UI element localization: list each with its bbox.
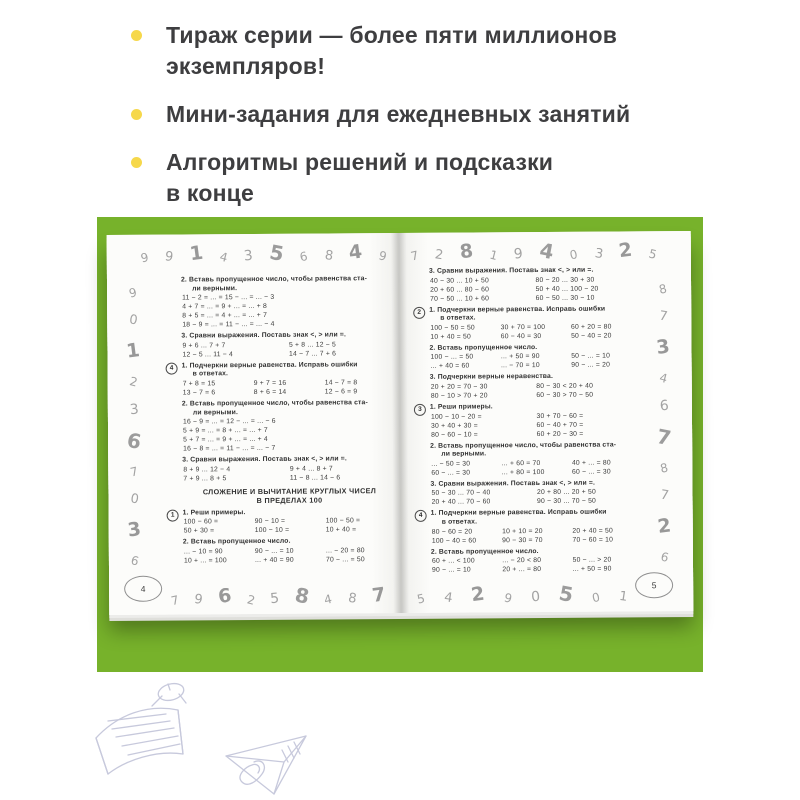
exercise-section — [418, 402, 642, 439]
equation: 11 − 2 = ... = 15 − ... = ... − 3 — [182, 294, 275, 302]
equation: 20 + 40 = 50 — [572, 527, 614, 535]
bullet-item — [131, 147, 711, 209]
decorative-number: 7 — [129, 464, 140, 480]
equation: 60 + ... < 100 — [431, 557, 475, 565]
equation: 10 + ... = 100 — [183, 557, 227, 565]
decorative-number: 8 — [657, 281, 669, 297]
decorative-number: 9 — [502, 590, 514, 606]
task-title-line: 3. Подчеркни верные неравенства. — [429, 373, 554, 382]
decorative-number: 0 — [128, 312, 139, 329]
decorative-number: 3 — [655, 335, 672, 359]
equation: 10 + 40 = 50 — [430, 333, 472, 341]
decorative-number: 2 — [617, 238, 634, 263]
exercise-section — [417, 305, 641, 342]
equation: 16 − 8 = ... = 11 − ... = ... − 7 — [183, 445, 276, 453]
task-number-badge: 4 — [415, 510, 427, 522]
task-title-line: В ПРЕДЕЛАХ 100 — [256, 495, 323, 505]
task-number-badge: 2 — [413, 306, 425, 318]
decorative-number: 8 — [659, 460, 670, 477]
decorative-number: 1 — [125, 338, 142, 363]
equation: 12 − 5 ... 11 − 4 — [182, 350, 234, 359]
page-number: 4 — [124, 576, 162, 602]
paper-airplane-icon — [226, 736, 306, 794]
equation: 50 − 30 ... 70 − 40 — [431, 489, 491, 498]
book-spine — [391, 233, 410, 613]
decorative-numbers-top — [409, 237, 659, 265]
footer-doodles — [78, 666, 428, 800]
equation: 20 + 40 ... 70 − 60 — [431, 498, 491, 507]
bullet-item — [131, 20, 711, 82]
decorative-number: 8 — [346, 590, 358, 607]
exercise-section — [181, 331, 395, 359]
equation: 40 − 30 ... 10 + 50 — [429, 276, 490, 285]
equation: ... + 80 = 100 — [501, 468, 545, 477]
equation: 7 + 8 = 15 — [182, 380, 216, 388]
equation-row — [182, 443, 396, 453]
equation-row — [429, 331, 641, 341]
equation: 60 − 40 = 30 — [500, 332, 542, 341]
decorative-numbers-bottom — [415, 580, 629, 607]
decorative-number: 5 — [269, 590, 281, 608]
equation: 70 − 60 = 10 — [572, 536, 614, 544]
decorative-number: 2 — [656, 514, 673, 538]
equation: 5 + 8 ... 12 − 5 — [288, 341, 337, 349]
decorative-numbers-margin — [649, 283, 679, 563]
equation: 8 + 6 = 14 — [253, 388, 287, 396]
decorative-number: 0 — [530, 588, 541, 606]
task-title-line: СЛОЖЕНИЕ И ВЫЧИТАНИЕ КРУГЛЫХ ЧИСЕЛ — [202, 485, 377, 497]
exercise-section — [181, 275, 395, 330]
equation: 8 + 5 = ... = 4 + ... = ... + 7 — [182, 312, 268, 320]
task-title-line: 2. Вставь пропущенное число, чтобы равенства ста- — [430, 441, 617, 450]
equation-row — [431, 564, 643, 574]
equation-row — [183, 555, 397, 565]
page-content — [417, 266, 643, 578]
task-title-line: 3. Сравни выражения. Поставь знак <, > или =. — [182, 455, 347, 464]
decorative-number: 1 — [188, 241, 205, 266]
equation-row — [431, 497, 643, 507]
exercise-section — [418, 508, 643, 546]
equation-row — [431, 535, 643, 545]
decorative-number: 6 — [125, 428, 144, 455]
decorative-number: 4 — [218, 249, 230, 265]
task-number-badge: 3 — [414, 404, 426, 416]
task-title-line: 1. Реши примеры. — [429, 403, 493, 411]
decorative-number: 7 — [659, 487, 670, 504]
equation: 7 + 9 ... 8 + 5 — [183, 474, 227, 483]
exercise-section — [430, 373, 642, 401]
equation: 60 − ... = 30 — [431, 469, 471, 477]
task-title-line: 3. Сравни выражения. Поставь знак <, > или =. — [430, 479, 596, 488]
equation: 30 + 70 − 60 = — [536, 412, 584, 420]
equation-row — [181, 349, 395, 359]
equation-row — [430, 467, 642, 477]
equation: 40 + ... = 80 — [571, 459, 611, 467]
task-title-line: 1. Подчеркни верные равенства. Исправь ошибки — [429, 305, 606, 314]
bullet-dot-icon — [131, 30, 142, 41]
equation: 30 + 70 = 100 — [500, 323, 546, 332]
task-number-badge: 1 — [167, 509, 179, 521]
task-title-line: 1. Подчеркни верные равенства. Исправь ошибки — [430, 508, 607, 518]
bullet-text-line: Мини-задания для ежедневных занятий — [166, 101, 631, 127]
exercise-section — [431, 547, 643, 575]
equation: ... + 40 = 60 — [430, 362, 470, 371]
equation: 4 + 7 = ... = 9 + ... = ... + 8 — [182, 303, 268, 311]
decorative-number: 1 — [488, 247, 500, 264]
bullet-item — [131, 99, 711, 130]
decorative-number: 2 — [434, 247, 445, 264]
equation: 60 − 50 ... 30 − 10 — [535, 294, 595, 302]
decorative-number: 8 — [458, 239, 475, 264]
equation: 80 − 60 = 20 — [431, 528, 473, 536]
equation: 90 − ... = 10 — [432, 566, 471, 574]
decorative-number: 7 — [370, 583, 387, 607]
decorative-number: 4 — [347, 240, 364, 265]
equation: ... + 50 = 90 — [500, 353, 540, 361]
bullet-text-line: Алгоритмы решений и подсказки — [166, 149, 554, 175]
equation: 80 − 30 < 20 + 40 — [536, 382, 594, 391]
equation: ... − 20 < 80 — [502, 557, 542, 565]
decorative-number: 6 — [658, 397, 670, 415]
task-title-line: в ответах. — [192, 370, 229, 378]
decorative-number: 5 — [267, 239, 286, 266]
decorative-number: 0 — [568, 247, 580, 263]
task-title-line: 3. Сравни выражения. Поставь знак <, > или =. — [428, 266, 594, 275]
decorative-number: 9 — [193, 591, 204, 608]
equation: 20 + 20 = 70 − 30 — [430, 383, 488, 391]
task-title-line: 1. Подчеркни верные равенства. Исправь ошибки — [181, 361, 358, 370]
paperclip-icon — [240, 761, 264, 784]
decorative-number: 7 — [658, 308, 669, 325]
equation-row — [182, 387, 396, 397]
decorative-number: 4 — [442, 590, 454, 607]
equation: 20 + ... = 80 — [502, 566, 542, 574]
equation: 14 − 7 = 8 — [324, 379, 358, 387]
task-title-line: 3. Сравни выражения. Поставь знак <, > или =. — [181, 331, 347, 340]
compass-icon — [152, 681, 186, 706]
marketing-bullet-list — [131, 20, 711, 226]
decorative-number: 2 — [245, 592, 257, 608]
equation: 60 − ... = 30 — [571, 468, 611, 476]
decorative-number: 3 — [126, 518, 143, 542]
equation: 50 − ... > 20 — [572, 556, 612, 564]
decorative-number: 4 — [658, 370, 670, 386]
equation: 5 + 7 = ... = 9 + ... = ... + 4 — [183, 436, 268, 444]
equation: 100 − 40 = 60 — [431, 537, 477, 545]
equation: ... − 50 = 30 — [431, 460, 471, 468]
decorative-number: 9 — [164, 249, 175, 266]
exercise-section — [430, 479, 642, 507]
equation: 20 + 80 ... 20 + 50 — [536, 488, 596, 497]
exercise-section — [182, 399, 396, 454]
task-title-line: в ответах. — [441, 518, 478, 526]
equation: 13 − 7 = 6 — [182, 389, 216, 397]
task-title-line: ли верными. — [441, 450, 487, 458]
decorative-number: 3 — [593, 246, 604, 263]
exercise-section — [169, 361, 396, 398]
equation: 9 + 7 = 16 — [253, 379, 287, 387]
equation: 80 − 60 − 10 = — [431, 431, 478, 439]
decorative-number: 6 — [129, 552, 141, 569]
decorative-number: 4 — [537, 237, 556, 265]
decorative-number: 7 — [409, 248, 420, 264]
decorative-number: 9 — [139, 250, 150, 266]
decorative-numbers-margin — [119, 287, 149, 567]
equation: 50 − 40 = 20 — [571, 332, 612, 340]
equation: 8 + 9 ... 12 − 4 — [183, 465, 231, 474]
decorative-numbers-top — [139, 239, 389, 266]
exercise-section — [429, 343, 641, 371]
equation-row — [430, 361, 642, 371]
decorative-number: 9 — [513, 245, 524, 263]
decorative-number: 8 — [293, 582, 312, 609]
equation: 70 − ... = 50 — [325, 556, 365, 564]
equation: 60 + 20 = 80 — [570, 323, 612, 331]
equation: 11 − 8 ... 14 − 6 — [289, 474, 341, 482]
equation: 20 + 60 ... 80 − 60 — [430, 285, 490, 294]
decorative-number: 1 — [617, 588, 629, 605]
decorative-number: 6 — [298, 249, 310, 265]
page-content — [169, 275, 397, 568]
equation-row — [430, 429, 642, 439]
equation: 100 − 50 = 50 — [430, 324, 475, 332]
equation: 80 − 20 ... 30 + 30 — [535, 276, 595, 284]
equation: 50 + 30 = — [183, 527, 215, 535]
decorative-number: 6 — [216, 584, 233, 608]
open-book-icon — [96, 708, 183, 774]
task-title-line: 2. Вставь пропущенное число. — [429, 343, 538, 352]
decorative-number: 5 — [556, 580, 575, 607]
decorative-number: 8 — [323, 247, 334, 265]
equation: 100 − ... = 50 — [430, 353, 474, 362]
equation: 18 − 9 = ... = 11 − ... = ... − 4 — [182, 321, 275, 329]
equation-row — [182, 473, 396, 483]
equation: 50 + 40 ... 100 − 20 — [535, 285, 599, 293]
exercise-section — [429, 266, 641, 303]
equation: ... − 20 = 80 — [325, 547, 365, 555]
task-title-line: в ответах. — [440, 314, 476, 322]
equation: 90 − 30 ... 70 − 50 — [537, 497, 597, 506]
equation: 80 − 10 > 70 + 20 — [430, 392, 488, 400]
equation: ... + 60 = 70 — [501, 459, 541, 468]
chapter-heading — [182, 486, 396, 505]
exercise-section — [182, 455, 396, 483]
task-title-line: 2. Вставь пропущенное число. — [182, 538, 291, 546]
decorative-number: 6 — [659, 549, 671, 565]
decorative-number: 3 — [243, 247, 254, 265]
equation: 100 − 60 = — [183, 518, 219, 526]
bullet-text-line: Тираж серии — более пяти миллионов — [166, 22, 618, 48]
decorative-number: 5 — [415, 591, 427, 607]
equation: 12 − 6 = 9 — [324, 388, 358, 396]
equation: 10 + 10 = 20 — [502, 527, 543, 535]
equation: 60 − 40 + 70 = — [536, 421, 584, 429]
equation: 90 − 10 = — [254, 518, 286, 526]
equation: 100 − 50 = — [325, 517, 361, 525]
equation: 14 − 7 ... 7 + 6 — [288, 350, 337, 358]
equation: 90 − 30 = 70 — [502, 536, 543, 544]
decorative-number: 7 — [655, 424, 674, 451]
equation: 30 + 40 + 30 = — [430, 422, 478, 430]
equation: ... − 10 = 90 — [183, 548, 223, 556]
task-title-line: 2. Вставь пропущенное число. — [430, 547, 539, 556]
equation: ... + 40 = 90 — [254, 556, 294, 564]
equation: 16 − 9 = ... = 12 − ... = ... − 6 — [182, 418, 276, 426]
task-title-line: ли верными. — [192, 408, 239, 417]
equation: 60 + 20 − 30 = — [536, 430, 584, 438]
decorative-number: 5 — [647, 246, 659, 262]
equation: 9 + 6 ... 7 + 7 — [182, 341, 226, 350]
equation-row — [181, 319, 395, 329]
equation: 100 − 10 − 20 = — [430, 412, 482, 421]
equation: 50 − ... = 10 — [571, 352, 611, 361]
decorative-number: 3 — [128, 400, 140, 418]
book-photo-background — [97, 217, 703, 672]
bullet-text-line: экземпляров! — [166, 53, 326, 79]
decorative-number: 7 — [169, 592, 181, 609]
bullet-dot-icon — [131, 157, 142, 168]
equation-row — [430, 390, 642, 400]
open-workbook — [107, 231, 694, 615]
decorative-number: 0 — [129, 491, 140, 508]
equation: 70 − 50 ... 10 + 60 — [430, 294, 490, 303]
bullet-dot-icon — [131, 109, 142, 120]
task-title-line: 2. Вставь пропущенное число, чтобы равенства ста- — [180, 275, 368, 284]
workbook-page-right — [399, 231, 694, 613]
equation: 90 − ... = 20 — [571, 361, 611, 370]
decorative-numbers-bottom — [169, 582, 387, 609]
decorative-number: 2 — [128, 373, 140, 390]
task-number-badge: 4 — [166, 362, 178, 374]
equation: 100 − 10 = — [254, 527, 290, 535]
exercise-section — [170, 508, 397, 536]
decorative-number: 0 — [590, 589, 602, 606]
workbook-page-left — [107, 233, 402, 615]
equation: 5 + 9 = ... = 8 + ... = ... + 7 — [183, 427, 268, 435]
task-title-line: 1. Реши примеры. — [182, 508, 246, 517]
decorative-number: 9 — [377, 248, 389, 264]
decorative-number: 4 — [323, 591, 334, 608]
decorative-number: 9 — [127, 285, 139, 301]
equation: ... − 70 = 10 — [500, 362, 540, 370]
equation: 60 − 30 > 70 − 50 — [536, 391, 594, 400]
task-title-line: 2. Вставь пропущенное число, чтобы равенства ста- — [181, 399, 368, 408]
equation: 90 − ... = 10 — [254, 547, 294, 555]
equation: 9 + 4 ... 8 + 7 — [289, 465, 333, 473]
equation: ... + 50 = 90 — [572, 565, 612, 573]
exercise-section — [430, 441, 642, 478]
task-title-line: ли верными. — [192, 284, 238, 293]
equation-row — [183, 525, 397, 535]
decorative-number: 2 — [470, 582, 487, 607]
bullet-text-line: в конце — [166, 180, 255, 206]
exercise-section — [183, 537, 397, 565]
equation: 10 + 40 = — [325, 526, 357, 534]
equation-row — [429, 293, 641, 303]
page-number: 5 — [635, 572, 673, 598]
